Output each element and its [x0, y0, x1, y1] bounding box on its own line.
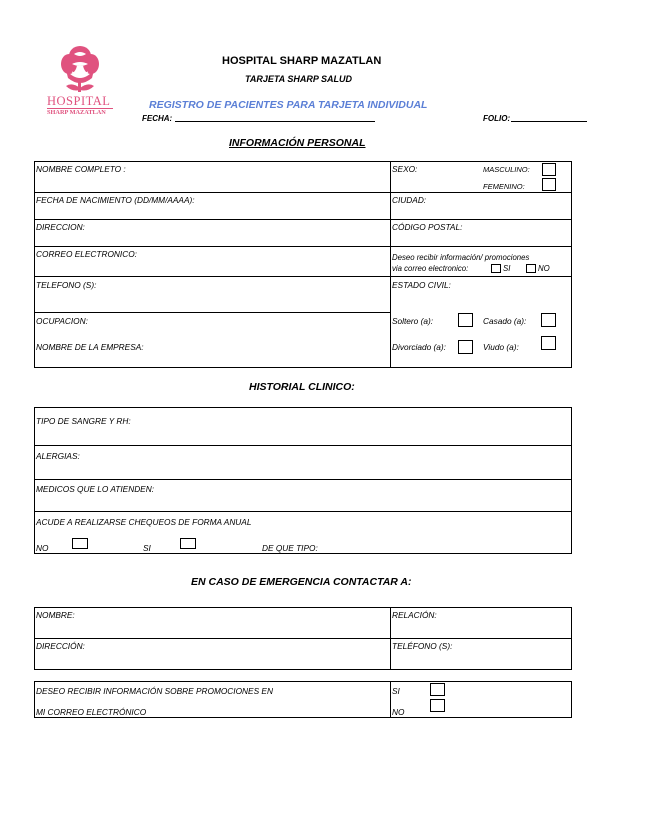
sexo-label: SEXO: — [392, 164, 418, 174]
emergency-direccion-label: DIRECCIÓN: — [36, 641, 85, 651]
ocupacion-label: OCUPACION: — [36, 316, 88, 326]
rose-logo-icon — [44, 42, 116, 98]
masculino-checkbox[interactable] — [542, 163, 556, 176]
direccion-label: DIRECCION: — [36, 222, 85, 232]
femenino-checkbox[interactable] — [542, 178, 556, 191]
logo-text-hospital: HOSPITAL — [47, 94, 111, 108]
hospital-name: HOSPITAL SHARP MAZATLAN — [222, 55, 382, 67]
clinical-history-table — [34, 407, 572, 554]
tipo-sangre-label: TIPO DE SANGRE Y RH: — [36, 416, 131, 426]
chequeos-si-checkbox[interactable] — [180, 538, 196, 549]
clinical-history-title: HISTORIAL CLINICO: — [249, 381, 355, 393]
viudo-label: Viudo (a): — [483, 342, 519, 352]
estado-civil-label: ESTADO CIVIL: — [392, 280, 451, 290]
emergency-title: EN CASO DE EMERGENCIA CONTACTAR A: — [191, 576, 412, 588]
casado-label: Casado (a): — [483, 316, 527, 326]
promo-email-si-label: SI — [503, 264, 511, 273]
hospital-logo — [44, 42, 116, 116]
emergency-relacion-label: RELACIÓN: — [392, 610, 437, 620]
registry-title: REGISTRO DE PACIENTES PARA TARJETA INDIVIDUAL — [149, 99, 428, 111]
chequeos-no-checkbox[interactable] — [72, 538, 88, 549]
promo-email-line2: via correo electronico: — [392, 264, 469, 273]
promotions-si-checkbox[interactable] — [430, 683, 445, 696]
femenino-label: FEMENINO: — [483, 182, 525, 191]
medicos-label: MEDICOS QUE LO ATIENDEN: — [36, 484, 155, 494]
correo-label: CORREO ELECTRONICO: — [36, 249, 137, 259]
chequeos-no-label: NO — [36, 543, 49, 553]
logo-text-sharp: SHARP MAZATLAN — [47, 109, 106, 116]
fecha-label: FECHA: — [142, 114, 173, 123]
viudo-checkbox[interactable] — [541, 336, 556, 350]
folio-label: FOLIO: — [483, 114, 511, 123]
masculino-label: MASCULINO: — [483, 165, 530, 174]
chequeos-label: ACUDE A REALIZARSE CHEQUEOS DE FORMA ANUAL — [36, 517, 252, 527]
divorciado-checkbox[interactable] — [458, 340, 473, 354]
chequeos-si-label: SI — [143, 543, 151, 553]
promotions-no-label: NO — [392, 707, 405, 717]
personal-info-title: INFORMACIÓN PERSONAL — [229, 137, 366, 149]
promotions-si-label: SI — [392, 686, 400, 696]
soltero-checkbox[interactable] — [458, 313, 473, 327]
alergias-label: ALERGIAS: — [36, 451, 80, 461]
casado-checkbox[interactable] — [541, 313, 556, 327]
soltero-label: Soltero (a): — [392, 316, 434, 326]
card-name: TARJETA SHARP SALUD — [245, 74, 353, 84]
fecha-line[interactable] — [175, 121, 375, 122]
nombre-completo-label: NOMBRE COMPLETO : — [36, 164, 126, 174]
folio-line[interactable] — [511, 121, 587, 122]
emergency-telefono-label: TELÉFONO (S): — [392, 641, 453, 651]
divorciado-label: Divorciado (a): — [392, 342, 446, 352]
emergency-nombre-label: NOMBRE: — [36, 610, 75, 620]
empresa-label: NOMBRE DE LA EMPRESA: — [36, 342, 144, 352]
promo-email-line1: Deseo recibir información/ promociones — [392, 253, 530, 262]
codigo-postal-label: CÓDIGO POSTAL: — [392, 222, 463, 232]
fecha-nacimiento-label: FECHA DE NACIMIENTO (DD/MM/AAAA): — [36, 195, 195, 205]
promo-email-si-checkbox[interactable] — [491, 264, 501, 273]
que-tipo-label: DE QUE TIPO: — [262, 543, 318, 553]
promotions-no-checkbox[interactable] — [430, 699, 445, 712]
promo-email-no-label: NO — [538, 264, 550, 273]
promotions-line2: MI CORREO ELECTRÓNICO — [36, 707, 147, 717]
emergency-table — [34, 607, 572, 670]
telefono-label: TELEFONO (S): — [36, 280, 97, 290]
promo-email-no-checkbox[interactable] — [526, 264, 536, 273]
ciudad-label: CIUDAD: — [392, 195, 427, 205]
promotions-line1: DESEO RECIBIR INFORMACIÓN SOBRE PROMOCIONES EN — [36, 686, 273, 696]
